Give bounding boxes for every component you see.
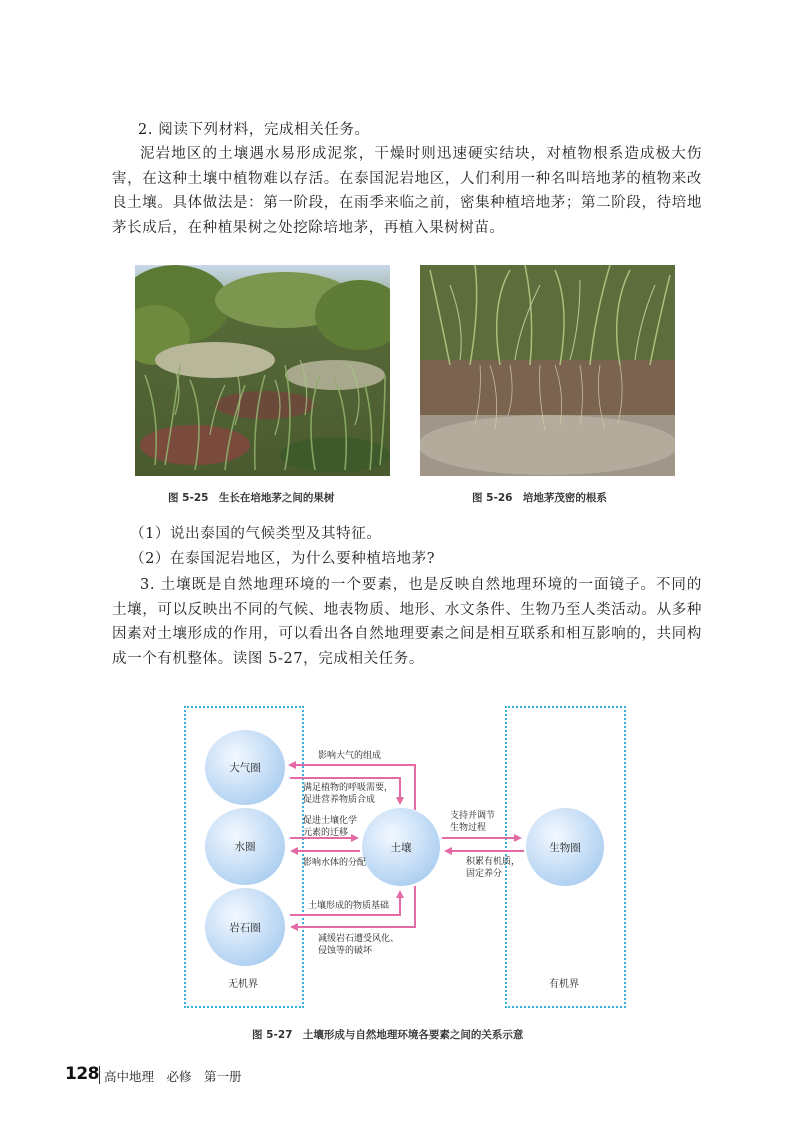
hydrosphere-node: 水圈 — [205, 808, 285, 885]
fig-5-25-caption: 图 5-25 生长在培地茅之间的果树 — [168, 492, 335, 504]
biosphere-node: 生物圈 — [526, 808, 604, 886]
label-promote-soil-2: 元素的迁移 — [303, 828, 349, 838]
task2-body: 泥岩地区的土壤遇水易形成泥浆，干燥时则迅速硬实结块，对植物根系造成极大伤害，在这种土壤中植物难以存活。在泰国泥岩地区，人们利用一种名叫培地茅的植物来改良土壤。具体做法是：第一阶段，在雨季来临之前，密集种植培地茅；第二阶段，待培地茅长成后，在种植果树之处挖除培地茅，再植入果树树苗。 — [112, 146, 702, 236]
label-support-bio-1: 支持并调节 — [450, 811, 496, 821]
label-accumulate-2: 固定养分 — [466, 869, 503, 879]
label-affect-atmosphere: 影响大气的组成 — [318, 751, 382, 761]
label-promote-soil-1: 促进土壤化学 — [303, 816, 358, 826]
task3-body: 3. 土壤既是自然地理环境的一个要素，也是反映自然地理环境的一面镜子。不同的土壤，可以反映出不同的气候、地表物质、地形、水文条件、生物乃至人类活动。从多种因素对土壤形成的作用，可以看出各自然地理要素之间是相互联系和相互影响的，共同构成一个有机整体。读图 5-27，完成相关任务。 — [112, 577, 702, 667]
page-number: 128 — [65, 1064, 99, 1084]
soil-node: 土壤 — [362, 808, 440, 886]
question-1: （1）说出泰国的气候类型及其特征。 — [130, 526, 382, 542]
label-meet-plants-1: 满足植物的呼吸需要， — [303, 783, 394, 793]
label-affect-water: 影响水体的分配 — [303, 858, 367, 868]
label-slow-weathering-1: 减缓岩石遭受风化、 — [318, 934, 400, 944]
task2-heading: 2. 阅读下列材料，完成相关任务。 — [138, 122, 370, 138]
question-2: （2）在泰国泥岩地区，为什么要种植培地茅? — [130, 551, 436, 567]
label-meet-plants-2: 促进营养物质合成 — [303, 795, 376, 805]
book-title: 高中地理 必修 第一册 — [104, 1069, 242, 1084]
label-slow-weathering-2: 侵蚀等的破坏 — [318, 946, 373, 956]
label-accumulate-1: 积累有机质， — [466, 857, 521, 867]
organic-group-label: 有机界 — [549, 979, 579, 990]
inorganic-group-label: 无机界 — [228, 979, 258, 990]
atmosphere-node: 大气圈 — [205, 730, 285, 805]
fig-5-27-caption: 图 5-27 土壤形成与自然地理环境各要素之间的关系示意 — [252, 1029, 524, 1041]
label-material-basis: 土壤形成的物质基础 — [308, 901, 390, 911]
lithosphere-node: 岩石圈 — [205, 888, 285, 966]
label-support-bio-2: 生物过程 — [450, 823, 487, 833]
footer-divider — [99, 1066, 100, 1084]
fig-5-26-caption: 图 5-26 培地茅茂密的根系 — [472, 492, 607, 504]
